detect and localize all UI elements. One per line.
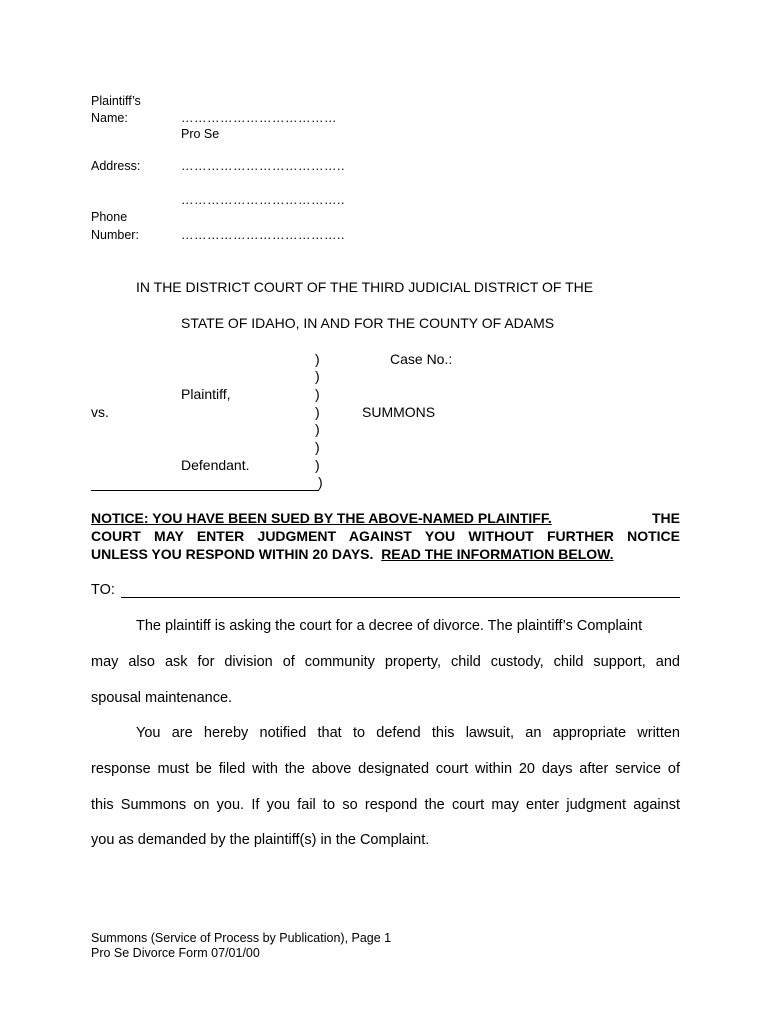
case-number-label: Case No.:	[390, 351, 453, 367]
to-label: TO:	[91, 582, 115, 598]
vs-label: vs.	[91, 404, 109, 420]
phone-blank[interactable]: ………………………………..	[181, 228, 345, 242]
notice-the: THE	[652, 510, 680, 526]
paragraph1-line2: may also ask for division of community property, child custody, child support, and	[91, 654, 680, 670]
plaintiff-party-label: Plaintiff,	[181, 386, 231, 402]
caption-paren: )	[315, 404, 320, 420]
caption-paren: )	[315, 439, 320, 455]
paragraph2-line2: response must be filed with the above designated court within 20 days after service of	[91, 761, 680, 777]
paragraph2-line4: you as demanded by the plaintiff(s) in the Complaint.	[91, 832, 430, 848]
notice-line2: COURT MAY ENTER JUDGMENT AGAINST YOU WITHOUT FURTHER NOTICE	[91, 528, 680, 544]
paragraph1-line1: The plaintiff is asking the court for a decree of divorce. The plaintiff’s Complaint	[136, 618, 643, 634]
pro-se-label: Pro Se	[181, 127, 220, 141]
caption-divider	[91, 490, 319, 491]
phone-label: Phone	[91, 210, 128, 224]
notice-underlined: NOTICE: YOU HAVE BEEN SUED BY THE ABOVE-NAMED PLAINTIFF.	[91, 510, 552, 526]
paragraph2-line3: this Summons on you. If you fail to so respond the court may enter judgment against	[91, 797, 680, 813]
caption-paren: )	[318, 474, 323, 490]
notice-line1	[91, 510, 680, 526]
address-label: Address:	[91, 159, 141, 173]
paragraph1-line3: spousal maintenance.	[91, 690, 233, 706]
number-label: Number:	[91, 228, 139, 242]
document-type: SUMMONS	[362, 404, 436, 420]
notice-line3	[91, 546, 613, 562]
caption-paren: )	[315, 351, 320, 367]
court-heading-line1: IN THE DISTRICT COURT OF THE THIRD JUDICIAL DISTRICT OF THE	[136, 279, 594, 295]
defendant-party-label: Defendant.	[181, 457, 250, 473]
paragraph2-line1: You are hereby notified that to defend this lawsuit, an appropriate written	[136, 725, 680, 741]
court-heading-line2: STATE OF IDAHO, IN AND FOR THE COUNTY OF ADAMS	[181, 315, 555, 331]
caption-paren: )	[315, 457, 320, 473]
notice-read-info: READ THE INFORMATION BELOW.	[381, 546, 614, 562]
caption-paren: )	[315, 421, 320, 437]
to-blank-line[interactable]	[121, 597, 680, 598]
name-blank[interactable]: ………………………………	[181, 111, 337, 125]
caption-paren: )	[315, 386, 320, 402]
caption-paren: )	[315, 368, 320, 384]
name-label: Name:	[91, 111, 128, 125]
notice-respond: UNLESS YOU RESPOND WITHIN 20 DAYS.	[91, 546, 374, 562]
address-blank-1[interactable]: ………………………………..	[181, 159, 345, 173]
footer-page-info: Summons (Service of Process by Publication), Page 1	[91, 931, 392, 945]
footer-form-info: Pro Se Divorce Form 07/01/00	[91, 946, 260, 960]
address-blank-2[interactable]: ………………………………..	[181, 193, 345, 207]
plaintiff-label: Plaintiff’s	[91, 94, 141, 108]
